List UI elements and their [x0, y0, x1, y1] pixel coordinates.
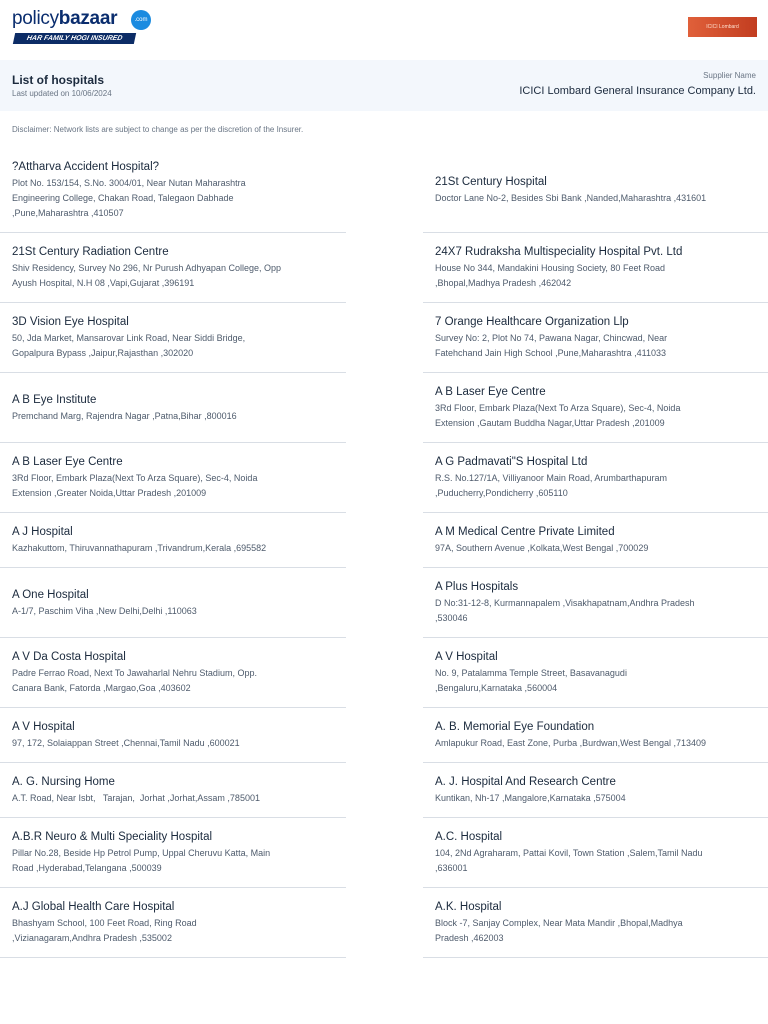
hospital-name: 21St Century Hospital [435, 176, 547, 188]
hospital-address: Block -7, Sanjay Complex, Near Mata Mandir ,Bhopal,Madhya Pradesh ,462003 [435, 918, 683, 943]
hospital-address: Doctor Lane No-2, Besides Sbi Bank ,Nanded,Maharashtra ,431601 [435, 193, 707, 203]
supplier-label: Supplier Name [703, 71, 756, 80]
hospital-name: A Plus Hospitals [435, 581, 519, 593]
hospital-name: A B Laser Eye Centre [12, 456, 123, 468]
hospital-name: A M Medical Centre Private Limited [435, 526, 615, 538]
hospital-address: House No 344, Mandakini Housing Society, 80 Feet Road ,Bhopal,Madhya Pradesh ,462042 [435, 263, 665, 288]
hospital-card [0, 818, 346, 888]
hospital-card [423, 708, 768, 763]
hospital-name: A B Eye Institute [12, 393, 97, 406]
hospital-name: A.K. Hospital [435, 901, 502, 913]
hospital-card [0, 638, 346, 708]
hospital-name: A V Hospital [12, 721, 75, 733]
hospital-name: A V Da Costa Hospital [12, 651, 126, 663]
list-header-band [0, 60, 768, 111]
hospital-card [423, 148, 768, 233]
hospital-card [0, 763, 346, 818]
hospital-address: Kazhakuttom, Thiruvannathapuram ,Trivandrum,Kerala ,695582 [12, 543, 267, 553]
hospital-address: Padre Ferrao Road, Next To Jawaharlal Nehru Stadium, Opp. Canara Bank, Fatorda ,Margao,Goa ,403602 [12, 668, 257, 693]
hospital-name: 7 Orange Healthcare Organization Llp [435, 316, 629, 328]
hospital-name: A. J. Hospital And Research Centre [435, 776, 616, 788]
hospital-address: Survey No: 2, Plot No 74, Pawana Nagar, Chincwad, Near Fatehchand Jain High School ,Pune,Maharashtra ,411033 [435, 333, 668, 358]
hospital-name: A B Laser Eye Centre [435, 386, 546, 398]
logo-wordmark: policybazaar [12, 8, 118, 29]
hospital-address: A-1/7, Paschim Viha ,New Delhi,Delhi ,110063 [12, 605, 197, 616]
hospital-address: Bhashyam School, 100 Feet Road, Ring Road ,Vizianagaram,Andhra Pradesh ,535002 [12, 918, 197, 943]
hospital-name: A V Hospital [435, 651, 498, 663]
logo-tagline: HAR FAMILY HOGI INSURED [13, 33, 136, 44]
icici-lombard-logo: ICICI Lombard [688, 17, 757, 37]
hospital-name: A G Padmavati"S Hospital Ltd [435, 456, 588, 468]
page-header [0, 0, 768, 58]
hospital-card [423, 568, 768, 638]
hospital-address: A.T. Road, Near Isbt, Tarajan, Jorhat ,Jorhat,Assam ,785001 [12, 793, 260, 803]
hospital-card [0, 443, 346, 513]
hospital-card [0, 888, 346, 958]
hospital-name: 21St Century Radiation Centre [12, 246, 169, 258]
hospital-address: Kuntikan, Nh-17 ,Mangalore,Karnataka ,575004 [435, 793, 626, 803]
hospital-name: A.J Global Health Care Hospital [12, 901, 175, 913]
hospital-name: A.C. Hospital [435, 831, 503, 843]
hospital-address: 3Rd Floor, Embark Plaza(Next To Arza Square), Sec-4, Noida Extension ,Greater Noida,Uttar Pradesh ,201009 [12, 473, 258, 498]
hospital-card [0, 233, 346, 303]
hospital-address: D No:31-12-8, Kurmannapalem ,Visakhapatnam,Andhra Pradesh ,530046 [435, 598, 695, 623]
hospital-card [423, 443, 768, 513]
hospital-name: ?Attharva Accident Hospital? [12, 161, 160, 173]
hospital-card [0, 373, 346, 443]
policybazaar-logo[interactable] [12, 8, 152, 46]
hospital-name: A One Hospital [12, 588, 89, 601]
hospital-card [423, 763, 768, 818]
hospital-address: Amlapukur Road, East Zone, Purba ,Burdwan,West Bengal ,713409 [435, 738, 706, 748]
hospital-name: A. B. Memorial Eye Foundation [435, 721, 595, 733]
hospital-card [0, 708, 346, 763]
hospital-name: A.B.R Neuro & Multi Speciality Hospital [12, 831, 213, 843]
hospital-address: 97, 172, Solaiappan Street ,Chennai,Tamil Nadu ,600021 [12, 738, 240, 748]
hospital-card [423, 513, 768, 568]
hospital-address: 104, 2Nd Agraharam, Pattai Kovil, Town Station ,Salem,Tamil Nadu ,636001 [435, 848, 703, 873]
hospital-card [0, 148, 346, 233]
hospital-card [423, 303, 768, 373]
hospital-card [0, 568, 346, 638]
hospital-name: 3D Vision Eye Hospital [12, 316, 129, 328]
hospital-name: 24X7 Rudraksha Multispeciality Hospital Pvt. Ltd [435, 246, 683, 258]
hospital-address: 97A, Southern Avenue ,Kolkata,West Bengal ,700029 [435, 543, 649, 553]
last-updated: Last updated on 10/06/2024 [12, 89, 112, 98]
logo-badge: .com [131, 10, 151, 30]
hospital-card [0, 303, 346, 373]
hospital-address: Pillar No.28, Beside Hp Petrol Pump, Uppal Cheruvu Katta, Main Road ,Hyderabad,Telangana ,500039 [12, 848, 271, 873]
hospital-list [0, 148, 768, 958]
hospital-card [423, 888, 768, 958]
hospital-card [423, 818, 768, 888]
hospital-address: R.S. No.127/1A, Villiyanoor Main Road, Arumbarthapuram ,Puducherry,Pondicherry ,605110 [435, 473, 667, 498]
hospital-address: 3Rd Floor, Embark Plaza(Next To Arza Square), Sec-4, Noida Extension ,Gautam Buddha Nagar,Uttar Pradesh ,201009 [435, 403, 681, 428]
supplier-name: ICICI Lombard General Insurance Company Ltd. [519, 85, 756, 97]
hospital-name: A. G. Nursing Home [12, 776, 115, 788]
hospital-card [0, 513, 346, 568]
hospital-address: Premchand Marg, Rajendra Nagar ,Patna,Bihar ,800016 [12, 410, 237, 421]
page-title: List of hospitals [12, 73, 105, 87]
hospital-address: Plot No. 153/154, S.No. 3004/01, Near Nutan Maharashtra Engineering College, Chakan Road, Talegaon Dabhade ,Pune,Maharashtra ,410507 [12, 178, 246, 218]
hospital-name: A J Hospital [12, 526, 73, 538]
hospital-address: Shiv Residency, Survey No 296, Nr Purush Adhyapan College, Opp Ayush Hospital, N.H 08 ,Vapi,Gujarat ,396191 [12, 263, 281, 288]
hospital-card [423, 638, 768, 708]
disclaimer: Disclaimer: Network lists are subject to change as per the discretion of the Insurer. [12, 125, 304, 134]
hospital-card [423, 233, 768, 303]
hospital-address: No. 9, Patalamma Temple Street, Basavanagudi ,Bengaluru,Karnataka ,560004 [435, 668, 627, 693]
hospital-card [423, 373, 768, 443]
hospital-address: 50, Jda Market, Mansarovar Link Road, Near Siddi Bridge, Gopalpura Bypass ,Jaipur,Rajasthan ,302020 [12, 333, 246, 358]
